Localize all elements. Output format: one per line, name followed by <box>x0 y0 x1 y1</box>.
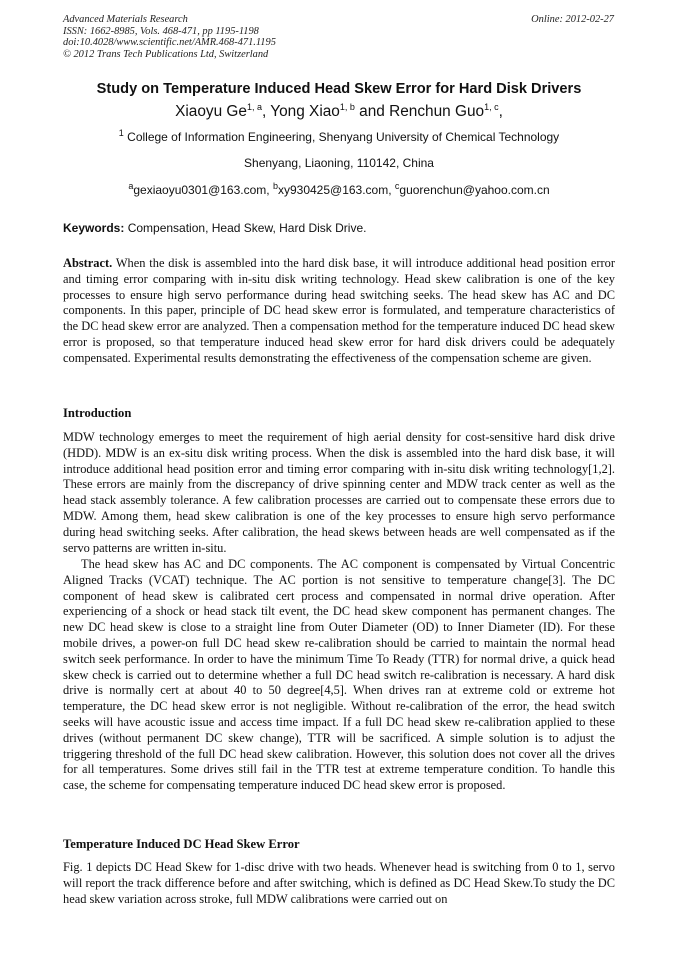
email-address[interactable]: xy930425@163.com, <box>277 183 395 197</box>
section-heading-introduction: Introduction <box>63 406 132 420</box>
author-affil-mark: 1, b <box>339 101 355 112</box>
author-separator: , <box>261 103 271 120</box>
author-separator: and <box>354 103 390 120</box>
paper-title: Study on Temperature Induced Head Skew Error for Hard Disk Drivers <box>96 81 582 97</box>
section-heading-temperature: Temperature Induced DC Head Skew Error <box>63 837 300 851</box>
abstract-text: When the disk is assembled into the hard disk base, it will introduce additional head position error and timing error comparing with in-situ disk writing technology. Head skew calibration is one of the key processes to ensure high servo performance during head switching seeks. The head skew has AC and DC components. In this paper, principle of DC head skew error is formulated, and temperature characteristics of the DC head skew error are analyzed. Then a compensation method for the temperature induced DC head skew error is proposed, so that temperature induced head skew error for hard disk drivers could be adequately compensated. Experimental results demonstrating the effectiveness of the compensation scheme are given. <box>63 256 615 365</box>
introduction-paragraph-2: The head skew has AC and DC components. The AC component is compensated by Virtual Concentric Aligned Tracks (VCAT) technique. The AC portion is not sensitive to temperature change[3]. The DC component of head skew is calibrated cert process and compensated in normal drive operation. After experiencing of a shock or head stack tilt event, the DC head skew component has permanent changes. The new DC head skew is close to a straight line from Outer Diameter (OD) to Inner Diameter (ID). For these mobile drives, a power-on full DC head skew re-calibration should be carried to maintain the normal head switch seek performance. In order to have the minimum Time To Ready (TTR) for normal drive, a quick head skew check is carried out to determine whether a full DC head switch re-calibration is necessary. A hard disk drive is normally cert at about 40 to 50 degree[4,5]. When drives ran at extreme cold or extreme hot temperature, the DC head skew error is not negligible. Without re-calibration of the error, the head switch seeks will have acoustic issue and access time impact. If a full DC head skew re-calibration applied to these drives (without permanent DC skew change), TTR will be sacrificed. A simple solution is to adjust the triggering threshold of the full DC head skew calibration. However, this solution does not cover all the drives for all temperatures. Some drives still fail in the TTR test at extreme temperature condition. To handle this case, the scheme for compensating temperature induced DC head skew error is proposed. <box>63 557 615 793</box>
online-date: Online: 2012-02-27 <box>531 14 614 25</box>
affiliation-text: College of Information Engineering, Shenyang University of Chemical Technology <box>127 130 560 144</box>
email-mark: c <box>394 181 400 191</box>
email-mark: a <box>128 181 134 191</box>
email-address[interactable]: guorenchun@yahoo.com.cn <box>399 183 550 197</box>
author-name: Yong Xiao <box>270 103 340 120</box>
author-name: Xiaoyu Ge <box>175 103 247 120</box>
author-name: Renchun Guo <box>389 103 485 120</box>
author-affil-mark: 1, c <box>484 101 499 112</box>
email-mark: b <box>272 181 278 191</box>
email-address[interactable]: gexiaoyu0301@163.com, <box>133 183 273 197</box>
abstract <box>63 256 615 367</box>
affiliation-mark: 1 <box>118 128 124 138</box>
email-list <box>0 182 678 198</box>
copyright-line: © 2012 Trans Tech Publications Ltd, Switzerland <box>63 48 269 60</box>
affiliation <box>0 130 678 144</box>
affiliation-location: Shenyang, Liaoning, 110142, China <box>244 156 434 170</box>
journal-name: Advanced Materials Research <box>63 14 188 25</box>
abstract-label: Abstract. <box>63 256 113 270</box>
doi-line: doi:10.4028/www.scientific.net/AMR.468-471.1195 <box>63 37 276 49</box>
keywords-label: Keywords: <box>63 221 125 235</box>
author-affil-mark: 1, a <box>246 101 262 112</box>
author-list <box>0 102 678 122</box>
keywords <box>63 220 366 236</box>
issn-line: ISSN: 1662-8985, Vols. 468-471, pp 1195-1198 <box>63 25 259 37</box>
author-separator: , <box>498 103 503 120</box>
introduction-paragraph-1: MDW technology emerges to meet the requirement of high aerial density for cost-sensitive hard disk drive (HDD). MDW is an ex-situ disk writing process. When the disk is assembled into the hard disk base, it will introduce additional head position error and timing error comparing with in-situ disk writing technology[1,2]. These errors are mainly from the discrepancy of drive spinning center and MDW track center as well as the head stack assembly tolerance. A few calibration processes are carried out to compensate these errors due to MDW. Among them, head skew calibration is one of the key processes to ensure high servo performance during head switching seeks. After calibration, the head skews between heads are well compensated as if the servo patterns are written in-situ. <box>63 430 615 555</box>
keywords-text: Compensation, Head Skew, Hard Disk Drive. <box>124 221 367 235</box>
journal-header <box>63 14 276 60</box>
temperature-paragraph-1: Fig. 1 depicts DC Head Skew for 1-disc drive with two heads. Whenever head is switching from 0 to 1, servo will report the track difference before and after switching, which is defined as DC Head Skew.To study the DC head skew variation across stroke, full MDW calibrations were carried out on <box>63 860 615 906</box>
